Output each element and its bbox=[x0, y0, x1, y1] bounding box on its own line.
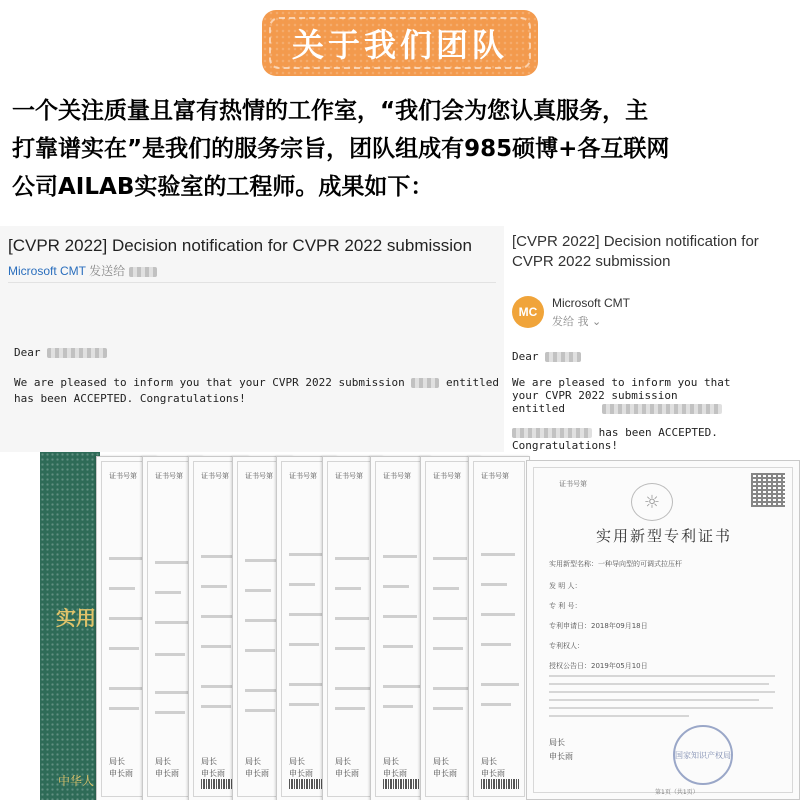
email-greeting-row bbox=[512, 350, 581, 363]
email-body-text: We are pleased to inform you that your CVPR 2022 submission bbox=[14, 376, 405, 389]
sheet-signature-title: 局长 bbox=[481, 757, 497, 766]
sender-name[interactable]: Microsoft CMT bbox=[552, 296, 630, 310]
sheet-signature-name: 申长雨 bbox=[155, 769, 179, 778]
certificate-signature-title: 局长 bbox=[549, 738, 565, 747]
certificate-signature-name: 申长雨 bbox=[549, 752, 573, 761]
sheet-signature-title: 局长 bbox=[155, 757, 171, 766]
intro-line: 打靠谱实在”是我们的服务宗旨，团队组成有985硕博+各互联网 bbox=[12, 136, 670, 162]
sheet-header: 证书号第 bbox=[433, 472, 461, 480]
email-body-line bbox=[14, 376, 499, 389]
redacted-title bbox=[602, 404, 722, 414]
email-body-line bbox=[512, 426, 718, 439]
email-body-line: Congratulations! bbox=[512, 439, 618, 452]
sender-name[interactable]: Microsoft CMT bbox=[8, 264, 86, 278]
cover-text: 实用 bbox=[56, 606, 96, 630]
sheet-signature-name: 申长雨 bbox=[481, 769, 505, 778]
sheet-header: 证书号第 bbox=[201, 472, 229, 480]
certificate-field: 专 利 号： bbox=[549, 602, 582, 610]
sheet-signature-title: 局长 bbox=[109, 757, 125, 766]
patent-certificates bbox=[0, 452, 800, 800]
email-greeting-row bbox=[14, 346, 107, 359]
email-body-line: has been ACCEPTED. Congratulations! bbox=[14, 392, 246, 405]
sheet-signature-name: 申长雨 bbox=[289, 769, 313, 778]
certificate-title: 实用新型专利证书 bbox=[595, 527, 732, 545]
redacted-recipient bbox=[129, 267, 157, 277]
sheet-header: 证书号第 bbox=[383, 472, 411, 480]
email-greeting: Dear bbox=[14, 346, 41, 359]
sheet-signature-title: 局长 bbox=[201, 757, 217, 766]
sheet-header: 证书号第 bbox=[289, 472, 317, 480]
redacted-id bbox=[411, 378, 439, 388]
certificate-field: 实用新型名称：一种导向型的可调式拉压杆 bbox=[549, 560, 682, 568]
certificate-field: 专利权人： bbox=[549, 642, 584, 650]
intro-line: 一个关注质量且富有热情的工作室，“我们会为您认真服务，主 bbox=[12, 98, 649, 124]
qr-code-icon bbox=[751, 473, 785, 507]
title-badge bbox=[262, 10, 538, 76]
title-badge-frame bbox=[269, 17, 531, 69]
email-body-text: has been ACCEPTED. bbox=[598, 426, 718, 439]
sheet-signature-title: 局长 bbox=[383, 757, 399, 766]
sender-relation: 发送给 bbox=[89, 264, 126, 278]
redacted-name bbox=[47, 348, 107, 358]
certificate-sheet bbox=[468, 456, 530, 800]
email-screenshot-left bbox=[0, 226, 504, 458]
certificate-cover bbox=[40, 452, 100, 800]
sheet-header: 证书号第 bbox=[245, 472, 273, 480]
sheet-signature-title: 局长 bbox=[433, 757, 449, 766]
sheet-signature-name: 申长雨 bbox=[335, 769, 359, 778]
sheet-signature-name: 申长雨 bbox=[245, 769, 269, 778]
sheet-signature-name: 申长雨 bbox=[383, 769, 407, 778]
recipient-toggle[interactable]: 发给 我 ⌄ bbox=[552, 315, 602, 328]
sheet-signature-title: 局长 bbox=[335, 757, 351, 766]
sheet-signature-name: 申长雨 bbox=[433, 769, 457, 778]
sheet-signature-title: 局长 bbox=[289, 757, 305, 766]
badge-title: 关于我们团队 bbox=[291, 26, 508, 64]
certificate-field: 授权公告日：2019年05月10日 bbox=[549, 662, 648, 670]
sheet-header: 证书号第 bbox=[481, 472, 509, 480]
cover-text: 中华人 bbox=[58, 774, 95, 788]
official-seal-icon: 国家知识产权局 bbox=[673, 725, 733, 785]
redacted-name bbox=[545, 352, 581, 362]
email-screenshot-right bbox=[506, 226, 800, 458]
divider bbox=[8, 282, 496, 283]
email-body-text: entitled bbox=[445, 376, 499, 389]
sheet-header: 证书号第 bbox=[335, 472, 363, 480]
sender-avatar: MC bbox=[512, 296, 544, 328]
sheet-header: 证书号第 bbox=[109, 472, 137, 480]
email-sender-row bbox=[8, 262, 157, 279]
certificate-field: 专利申请日：2018年09月18日 bbox=[549, 622, 648, 630]
patent-emblem-icon: ☼ bbox=[631, 483, 673, 521]
intro-paragraph bbox=[12, 92, 792, 206]
email-greeting: Dear bbox=[512, 350, 539, 363]
email-body-line bbox=[512, 402, 722, 415]
sheet-signature-name: 申长雨 bbox=[201, 769, 225, 778]
sheet-signature-name: 申长雨 bbox=[109, 769, 133, 778]
page-indicator: 第1页（共1页） bbox=[655, 789, 699, 796]
sheet-header: 证书号第 bbox=[155, 472, 183, 480]
redacted-title bbox=[512, 428, 592, 438]
certificate-front bbox=[526, 460, 800, 800]
sheet-signature-title: 局长 bbox=[245, 757, 261, 766]
email-body-line: We are pleased to inform you that bbox=[512, 376, 731, 389]
intro-line: 公司AILAB实验室的工程师。成果如下： bbox=[12, 174, 434, 200]
email-body-text: entitled bbox=[512, 402, 565, 415]
certificate-field: 发 明 人： bbox=[549, 582, 582, 590]
email-body-line: your CVPR 2022 submission bbox=[512, 389, 678, 402]
email-subject: [CVPR 2022] Decision notification for CVPR 2022 submission bbox=[8, 236, 472, 255]
email-subject: [CVPR 2022] Decision notification for CVPR 2022 submission bbox=[512, 233, 759, 270]
certificate-number: 证书号第 bbox=[559, 480, 587, 488]
